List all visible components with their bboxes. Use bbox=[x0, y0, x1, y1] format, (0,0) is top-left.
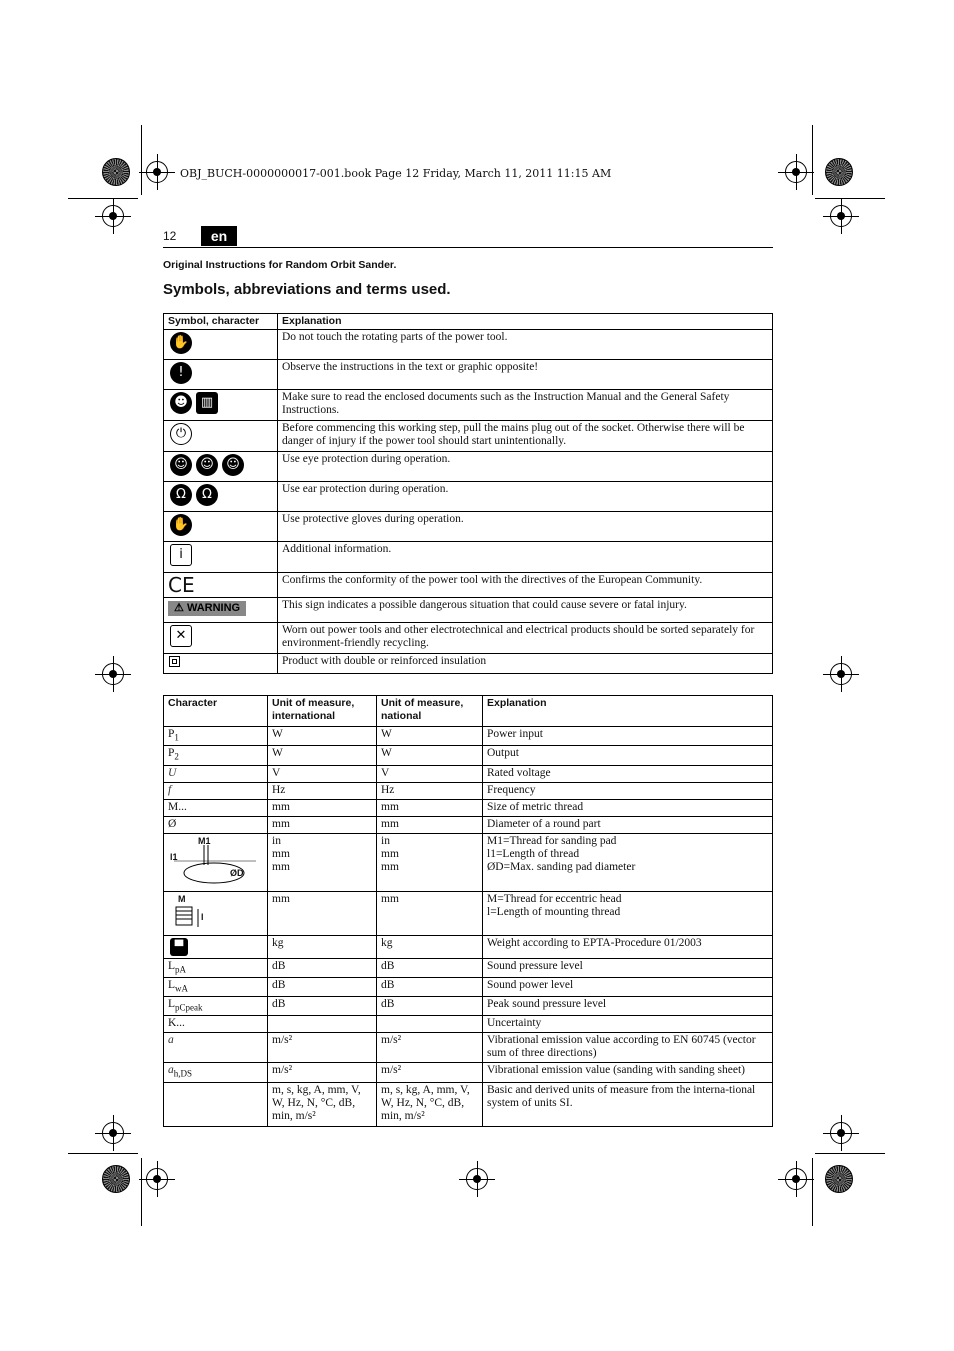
character-subscript: pCpeak bbox=[175, 1002, 203, 1013]
book-icon: ▥ bbox=[196, 392, 218, 414]
character-symbol: a bbox=[168, 1064, 174, 1077]
column-header: Explanation bbox=[278, 314, 773, 330]
diagram-label: l1 bbox=[170, 851, 178, 862]
table-row bbox=[164, 1016, 773, 1033]
table-row bbox=[164, 452, 773, 482]
page-header bbox=[163, 226, 773, 248]
weight-icon: ▀ bbox=[170, 938, 188, 956]
unit-national-cell: m/s² bbox=[377, 1063, 483, 1082]
unit-national-cell: dB bbox=[377, 977, 483, 996]
table-row bbox=[164, 958, 773, 977]
table-row bbox=[164, 833, 773, 891]
character-cell bbox=[164, 816, 268, 833]
table-row bbox=[164, 782, 773, 799]
eye-protection-icon: ☺ bbox=[170, 454, 192, 476]
character-symbol: a bbox=[168, 1034, 174, 1047]
eye-protection-icon: ☺ bbox=[196, 454, 218, 476]
unit-national-cell: V bbox=[377, 765, 483, 782]
explanation-cell: Weight according to EPTA-Procedure 01/2003 bbox=[483, 935, 773, 958]
character-subscript: pA bbox=[175, 963, 187, 974]
warning-triangle-icon: ⚠ bbox=[174, 602, 184, 614]
character-cell bbox=[164, 977, 268, 996]
column-header: Symbol, character bbox=[164, 314, 278, 330]
info-icon: i bbox=[170, 544, 192, 566]
gloves-icon: ✋ bbox=[170, 514, 192, 536]
unit-national-cell: dB bbox=[377, 958, 483, 977]
character-cell bbox=[164, 727, 268, 746]
double-insulation-icon bbox=[169, 656, 180, 667]
table-header-row bbox=[164, 314, 773, 330]
explanation-cell: Size of metric thread bbox=[483, 799, 773, 816]
explanation-cell: Vibrational emission value (sanding with sanding sheet) bbox=[483, 1063, 773, 1082]
unit-national-cell: m/s² bbox=[377, 1033, 483, 1063]
explanation-cell: This sign indicates a possible dangerous situation that could cause severe or fatal injury. bbox=[278, 598, 773, 623]
character-symbol: K... bbox=[168, 1017, 185, 1030]
character-symbol: Ø bbox=[168, 817, 177, 830]
unit-international-cell: m, s, kg, A, mm, V, W, Hz, N, °C, dB, min, m/s² bbox=[268, 1082, 377, 1126]
character-cell bbox=[164, 891, 268, 935]
column-header: Unit of measure, international bbox=[268, 696, 377, 727]
registration-mark-icon bbox=[146, 161, 168, 183]
color-disc-icon bbox=[102, 1165, 130, 1193]
color-disc-icon bbox=[825, 1165, 853, 1193]
explanation-cell: Make sure to read the enclosed documents such as the Instruction Manual and the General Safety Instructions. bbox=[278, 390, 773, 421]
unit-national-cell: W bbox=[377, 746, 483, 765]
explanation-cell: Uncertainty bbox=[483, 1016, 773, 1033]
table-row bbox=[164, 482, 773, 512]
registration-mark-icon bbox=[830, 1122, 852, 1144]
explanation-cell: Before commencing this working step, pull the mains plug out of the socket. Otherwise there will be danger of injury if the power tool should start unintentionally. bbox=[278, 421, 773, 452]
color-disc-icon bbox=[102, 158, 130, 186]
unit-national-cell: W bbox=[377, 727, 483, 746]
explanation-cell: Use protective gloves during operation. bbox=[278, 512, 773, 542]
registration-mark-icon bbox=[830, 663, 852, 685]
unit-international-cell: m/s² bbox=[268, 1063, 377, 1082]
explanation-cell: Product with double or reinforced insulation bbox=[278, 654, 773, 674]
explanation-cell: Sound power level bbox=[483, 977, 773, 996]
registration-mark-icon bbox=[785, 1168, 807, 1190]
document-subtitle: Original Instructions for Random Orbit Sander. bbox=[163, 259, 397, 271]
character-cell bbox=[164, 997, 268, 1016]
table-row bbox=[164, 1063, 773, 1082]
character-subscript: 1 bbox=[174, 732, 179, 743]
character-subscript: wA bbox=[175, 983, 189, 994]
explanation-cell: Peak sound pressure level bbox=[483, 997, 773, 1016]
explanation-cell: M=Thread for eccentric head l=Length of mounting thread bbox=[483, 891, 773, 935]
table-header-row bbox=[164, 696, 773, 727]
unit-national-cell: mm bbox=[377, 891, 483, 935]
unplug-icon: ⏻ bbox=[170, 423, 192, 445]
table-row bbox=[164, 746, 773, 765]
table-row bbox=[164, 654, 773, 674]
diagram-label: l bbox=[201, 911, 204, 922]
table-row bbox=[164, 390, 773, 421]
character-subscript: h,DS bbox=[173, 1068, 193, 1079]
table-row bbox=[164, 330, 773, 360]
color-disc-icon bbox=[825, 158, 853, 186]
print-slug: OBJ_BUCH-0000000017-001.book Page 12 Friday, March 11, 2011 11:15 AM bbox=[180, 167, 612, 180]
explanation-cell: Confirms the conformity of the power tool with the directives of the European Community. bbox=[278, 573, 773, 598]
unit-national-cell bbox=[377, 1016, 483, 1033]
unit-international-cell: W bbox=[268, 727, 377, 746]
unit-national-cell: dB bbox=[377, 997, 483, 1016]
character-cell bbox=[164, 1063, 268, 1082]
table-row bbox=[164, 360, 773, 390]
explanation-cell: Frequency bbox=[483, 782, 773, 799]
explanation-cell: Diameter of a round part bbox=[483, 816, 773, 833]
exclamation-icon: ! bbox=[170, 362, 192, 384]
table-row bbox=[164, 623, 773, 654]
character-cell bbox=[164, 958, 268, 977]
unit-international-cell: Hz bbox=[268, 782, 377, 799]
table-row bbox=[164, 816, 773, 833]
explanation-cell: Do not touch the rotating parts of the power tool. bbox=[278, 330, 773, 360]
unit-international-cell: mm bbox=[268, 816, 377, 833]
crop-mark bbox=[68, 198, 138, 199]
crop-mark bbox=[815, 198, 885, 199]
table-row bbox=[164, 977, 773, 996]
crop-mark bbox=[815, 1153, 885, 1154]
crop-mark bbox=[68, 1153, 138, 1154]
section-title: Symbols, abbreviations and terms used. bbox=[163, 281, 451, 298]
explanation-cell: Use eye protection during operation. bbox=[278, 452, 773, 482]
character-cell bbox=[164, 833, 268, 891]
character-cell bbox=[164, 1082, 268, 1126]
table-row bbox=[164, 598, 773, 623]
page-number: 12 bbox=[163, 229, 177, 243]
character-symbol: L bbox=[168, 998, 176, 1011]
table-row bbox=[164, 512, 773, 542]
explanation-cell: Power input bbox=[483, 727, 773, 746]
column-header: Explanation bbox=[483, 696, 773, 727]
warning-sign: ⚠ WARNING bbox=[168, 601, 246, 616]
character-cell bbox=[164, 935, 268, 958]
unit-international-cell: mm bbox=[268, 799, 377, 816]
explanation-cell: M1=Thread for sanding pad l1=Length of thread ØD=Max. sanding pad diameter bbox=[483, 833, 773, 891]
explanation-cell: Use ear protection during operation. bbox=[278, 482, 773, 512]
ear-protection-icon: Ω bbox=[196, 484, 218, 506]
crop-mark bbox=[812, 125, 813, 195]
column-header: Character bbox=[164, 696, 268, 727]
explanation-cell: Worn out power tools and other electrotechnical and electrical products should be sorted separately for environment-friendly recycling. bbox=[278, 623, 773, 654]
character-symbol: f bbox=[168, 783, 172, 796]
character-subscript: 2 bbox=[174, 751, 179, 762]
table-row bbox=[164, 727, 773, 746]
table-row bbox=[164, 573, 773, 598]
character-cell bbox=[164, 782, 268, 799]
unit-international-cell: m/s² bbox=[268, 1033, 377, 1063]
registration-mark-icon bbox=[830, 205, 852, 227]
eccentric-head-diagram bbox=[168, 893, 263, 931]
unit-international-cell: kg bbox=[268, 935, 377, 958]
diagram-label: ØD bbox=[230, 867, 244, 878]
explanation-cell: Output bbox=[483, 746, 773, 765]
explanation-cell: Rated voltage bbox=[483, 765, 773, 782]
eye-protection-icon: ☺ bbox=[222, 454, 244, 476]
unit-national-cell: in mm mm bbox=[377, 833, 483, 891]
crossed-bin-icon: ✕ bbox=[170, 625, 192, 647]
unit-international-cell: mm bbox=[268, 891, 377, 935]
ce-mark-icon: CE bbox=[168, 573, 195, 597]
table-row bbox=[164, 891, 773, 935]
unit-international-cell bbox=[268, 1016, 377, 1033]
table-row bbox=[164, 421, 773, 452]
unit-national-cell: mm bbox=[377, 799, 483, 816]
crop-mark bbox=[141, 1158, 142, 1226]
registration-mark-icon bbox=[785, 161, 807, 183]
language-tab: en bbox=[201, 226, 237, 246]
symbols-table bbox=[163, 313, 773, 674]
units-table bbox=[163, 695, 773, 1127]
table-row bbox=[164, 1033, 773, 1063]
character-symbol: U bbox=[168, 766, 177, 779]
explanation-cell: Basic and derived units of measure from the interna-tional system of units SI. bbox=[483, 1082, 773, 1126]
registration-mark-icon bbox=[102, 205, 124, 227]
unit-international-cell: W bbox=[268, 746, 377, 765]
character-cell bbox=[164, 799, 268, 816]
character-cell bbox=[164, 765, 268, 782]
registration-mark-icon bbox=[102, 1122, 124, 1144]
unit-national-cell: Hz bbox=[377, 782, 483, 799]
unit-national-cell: m, s, kg, A, mm, V, W, Hz, N, °C, dB, min, m/s² bbox=[377, 1082, 483, 1126]
registration-mark-icon bbox=[466, 1168, 488, 1190]
table-row bbox=[164, 935, 773, 958]
explanation-cell: Sound pressure level bbox=[483, 958, 773, 977]
diagram-label: M bbox=[178, 893, 186, 904]
table-row bbox=[164, 765, 773, 782]
unit-international-cell: dB bbox=[268, 958, 377, 977]
explanation-cell: Additional information. bbox=[278, 542, 773, 573]
table-row bbox=[164, 1082, 773, 1126]
sanding-pad-diagram bbox=[168, 835, 263, 889]
unit-national-cell: kg bbox=[377, 935, 483, 958]
ear-protection-icon: Ω bbox=[170, 484, 192, 506]
table-row bbox=[164, 997, 773, 1016]
registration-mark-icon bbox=[102, 663, 124, 685]
explanation-cell: Observe the instructions in the text or graphic opposite! bbox=[278, 360, 773, 390]
unit-national-cell: mm bbox=[377, 816, 483, 833]
unit-international-cell: in mm mm bbox=[268, 833, 377, 891]
character-cell bbox=[164, 1016, 268, 1033]
table-row bbox=[164, 542, 773, 573]
unit-international-cell: V bbox=[268, 765, 377, 782]
character-symbol: P bbox=[168, 728, 175, 740]
character-symbol: M... bbox=[168, 800, 187, 813]
diagram-label: M1 bbox=[198, 835, 211, 846]
read-manual-icon: ☻ bbox=[170, 392, 192, 414]
character-symbol: L bbox=[168, 978, 176, 991]
character-symbol: P bbox=[168, 747, 175, 760]
character-symbol: L bbox=[168, 959, 176, 972]
registration-mark-icon bbox=[146, 1168, 168, 1190]
unit-international-cell: dB bbox=[268, 977, 377, 996]
crop-mark bbox=[141, 125, 142, 195]
column-header: Unit of measure, national bbox=[377, 696, 483, 727]
character-cell bbox=[164, 1033, 268, 1063]
character-cell bbox=[164, 746, 268, 765]
no-touch-rotating-icon: ✋ bbox=[170, 332, 192, 354]
explanation-cell: Vibrational emission value according to EN 60745 (vector sum of three directions) bbox=[483, 1033, 773, 1063]
unit-international-cell: dB bbox=[268, 997, 377, 1016]
crop-mark bbox=[812, 1158, 813, 1226]
table-row bbox=[164, 799, 773, 816]
